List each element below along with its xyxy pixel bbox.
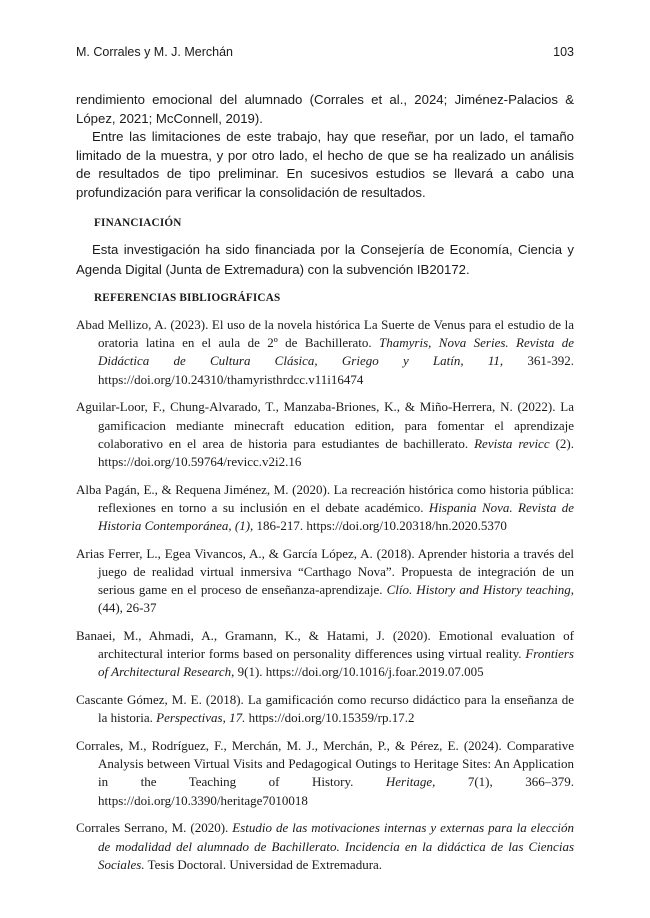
reference-text: Corrales, M., Rodríguez, F., Merchán, M. J., Merchán, P., & Pérez, E. (2024). Comparative Analysis between Virtual Visits and Pedagogical Outings to Heritage Sites: An Application in the Teaching of History.	[76, 738, 574, 790]
reference-details: 361-392. https://doi.org/10.24310/thamyristhrdcc.v11i16474	[98, 353, 574, 387]
reference-text: Corrales Serrano, M. (2020).	[76, 820, 233, 836]
reference-details: 9(1). https://doi.org/10.1016/j.foar.2019.07.005	[234, 664, 484, 680]
funding-paragraph: Esta investigación ha sido financiada por la Consejería de Economía, Ciencia y Agenda Digital (Junta de Extremadura) con la subvención IB20172.	[76, 242, 574, 277]
reference-item	[76, 691, 574, 727]
running-header	[76, 45, 574, 65]
reference-source: Perspectivas, 17.	[156, 710, 246, 726]
reference-source: Estudio de las motivaciones internas y externas para la elección de modalidad del alumnado de Bachillerato. Incidencia en la didáctica de las Ciencias Sociales.	[98, 820, 575, 872]
reference-text: Alba Pagán, E., & Requena Jiménez, M. (2020). La recreación histórica como historia pública: reflexiones en torno a su inclusión en el debate académico.	[76, 481, 574, 515]
reference-source: Thamyris, Nova Series. Revista de Didáctica de Cultura Clásica, Griego y Latín, 11,	[98, 335, 574, 369]
body-text	[76, 91, 574, 203]
reference-text: Aguilar-Loor, F., Chung-Alvarado, T., Manzaba-Briones, K., & Miño-Herrera, N. (2022). La gamificacion mediante minecraft education edition, para fomentar el aprendizaje colaborativo en el area de historia para estudiantes de bachillerato.	[76, 399, 574, 451]
reference-details: (44), 26-37	[98, 600, 157, 616]
reference-source: Heritage,	[385, 774, 436, 790]
body-paragraph: Entre las limitaciones de este trabajo, hay que reseñar, por un lado, el tamaño limitado de la muestra, y por otro lado, el hecho de que se ha realizado un análisis de resultados de tipo preliminar. En sucesivos estudios se llevará a cabo una profundización para verificar la consolidación de resultados.	[76, 129, 574, 200]
reference-source: Clío. History and History teaching,	[386, 582, 574, 598]
funding-heading: FINANCIACIÓN	[94, 217, 182, 229]
reference-item	[76, 737, 574, 810]
reference-item	[76, 316, 574, 389]
reference-item	[76, 481, 574, 536]
body-paragraph: rendimiento emocional del alumnado (Corrales et al., 2024; Jiménez-Palacios & López, 2021; McConnell, 2019).	[76, 92, 574, 126]
reference-text: Banaei, M., Ahmadi, A., Gramann, K., & Hatami, J. (2020). Emotional evaluation of architectural interior forms based on personality differences using virtual reality.	[76, 628, 574, 662]
reference-item	[76, 398, 574, 471]
reference-text: Abad Mellizo, A. (2023). El uso de la novela histórica La Suerte de Venus para el estudio de la oratoria latina en el aula de 2º de Bachillerato.	[76, 317, 574, 351]
reference-source: Hispania Nova. Revista de Historia Contemporánea, (1),	[98, 499, 574, 534]
reference-text: Arias Ferrer, L., Egea Vivancos, A., & García López, A. (2018). Aprender historia a través del juego de realidad virtual inmersiva “Carthago Nova”. Propuesta de integración de un serious game en el proceso de enseñanza-aprendizaje.	[76, 545, 574, 598]
reference-details: 186-217. https://doi.org/10.20318/hn.2020.5370	[253, 518, 507, 534]
running-header-authors: M. Corrales y M. J. Merchán	[76, 45, 233, 59]
reference-text: Cascante Gómez, M. E. (2018). La gamificación como recurso didáctico para la enseñanza de la historia.	[76, 692, 574, 726]
reference-item	[76, 819, 574, 874]
reference-item	[76, 545, 574, 618]
funding-section	[76, 240, 574, 280]
page-number: 103	[553, 45, 574, 59]
reference-details: Tesis Doctoral. Universidad de Extremadura.	[144, 856, 383, 872]
reference-item	[76, 627, 574, 682]
reference-details: (2). https://doi.org/10.59764/revicc.v2i2.16	[98, 435, 574, 469]
reference-source: Revista revicc	[474, 435, 550, 451]
reference-details: https://doi.org/10.15359/rp.17.2	[245, 710, 415, 726]
reference-details: 7(1), 366–379. https://doi.org/10.3390/heritage7010018	[98, 774, 574, 808]
references-heading: REFERENCIAS BIBLIOGRÁFICAS	[94, 292, 281, 304]
reference-source: Frontiers of Architectural Research,	[98, 646, 574, 680]
reference-list	[76, 316, 574, 883]
